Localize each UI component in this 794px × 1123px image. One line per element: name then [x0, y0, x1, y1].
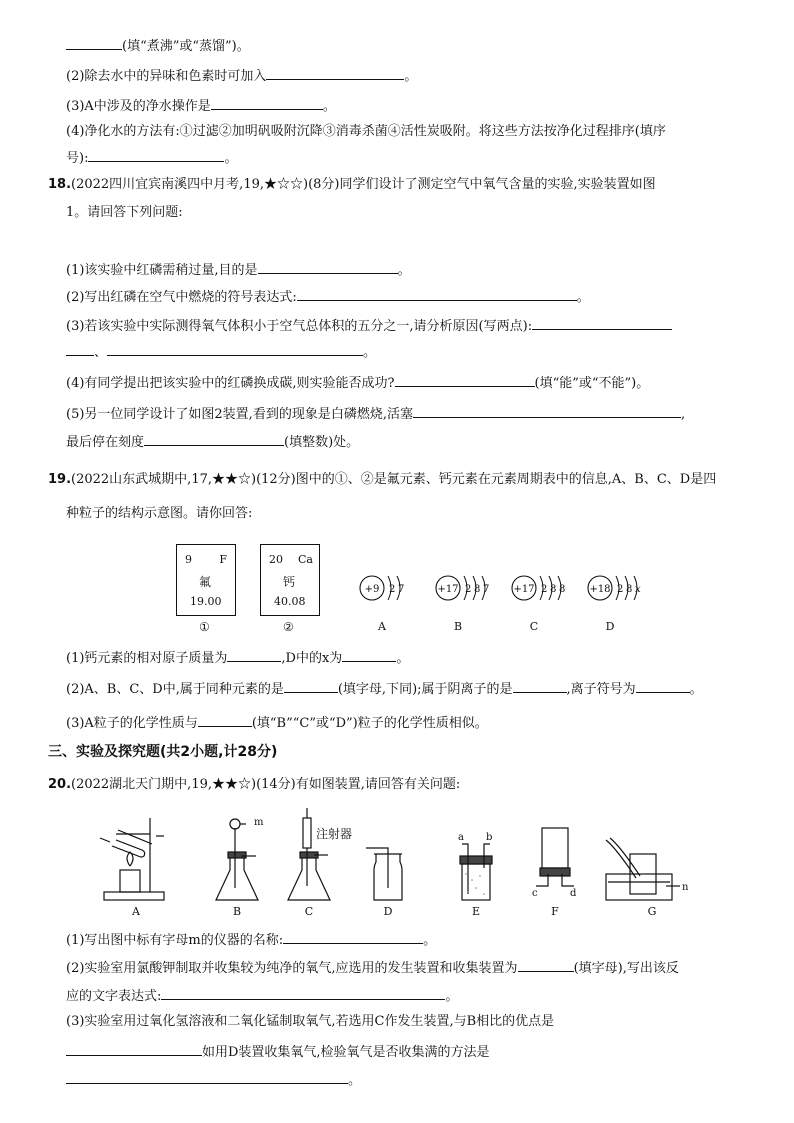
answer-blank[interactable] — [413, 404, 681, 418]
answer-blank[interactable] — [227, 648, 281, 662]
apparatus-e-bottle-ab — [460, 844, 492, 900]
answer-blank[interactable] — [258, 260, 398, 274]
atom-diagram-b — [436, 576, 489, 633]
q18-sub1: (1)该实验中红磷需稍过量,目的是 。 — [66, 260, 411, 279]
label-c: c — [532, 888, 538, 899]
apparatus-c-flask-syringe — [288, 808, 330, 900]
q18-sub3-cont: 、 。 — [66, 342, 376, 361]
answer-blank[interactable] — [88, 148, 224, 162]
electron-count: 7 — [398, 584, 405, 595]
answer-blank[interactable] — [342, 648, 396, 662]
answer-blank[interactable] — [636, 679, 690, 693]
atom-diagram-a — [360, 576, 404, 633]
answer-blank[interactable] — [283, 930, 423, 944]
question-number: 19. — [48, 472, 72, 487]
apparatus-b-flask-funnel — [216, 819, 258, 900]
q20-sub3: (3)实验室用过氧化氢溶液和二氧化锰制取氧气,若选用C作发生装置,与B相比的优点是 — [66, 1014, 555, 1029]
answer-blank[interactable] — [266, 66, 404, 80]
q20-sub1: (1)写出图中标有字母m的仪器的名称: 。 — [66, 930, 436, 949]
q19-intro: 19.(2022山东武城期中,17,★★☆)(12分)图中的①、②是氟元素、钙元素在元素周期表中的信息,A、B、C、D是四 — [48, 472, 717, 487]
atom-diagram-d — [588, 576, 641, 633]
label-m: m — [254, 817, 264, 828]
q20-sub2-cont: 应的文字表达式: 。 — [66, 986, 458, 1005]
answer-blank[interactable] — [395, 373, 535, 387]
electron-count: x — [635, 584, 641, 595]
answer-blank[interactable] — [211, 96, 323, 110]
q19-sub2: (2)A、B、C、D中,属于同种元素的是 (填字母,下同);属于阴离子的是 ,离子符号为 。 — [66, 679, 703, 698]
q18-sub2: (2)写出红磷在空气中燃烧的符号表达式: 。 — [66, 287, 590, 306]
apparatus-label: G — [647, 905, 657, 918]
answer-blank[interactable] — [66, 342, 94, 356]
apparatus-label: B — [232, 905, 242, 918]
nucleus-charge: +18 — [589, 584, 611, 595]
apparatus-d-bottle — [366, 848, 402, 900]
atom-label: B — [453, 620, 463, 633]
q18-sub5-cont: 最后停在刻度 (填整数)处。 — [66, 432, 359, 451]
q20-sub2: (2)实验室用氯酸钾制取并收集较为纯净的氧气,应选用的发生装置和收集装置为 (填字母),写出该反 — [66, 958, 679, 977]
question-number: 18. — [48, 177, 72, 192]
figure-label: ② — [283, 620, 294, 634]
q20-sub3-cont2: 。 — [66, 1070, 361, 1089]
atom-structure-diagrams — [350, 566, 640, 638]
apparatus-label: E — [471, 905, 481, 918]
answer-blank[interactable] — [513, 679, 567, 693]
label-d: d — [570, 888, 577, 899]
answer-blank[interactable] — [532, 316, 672, 330]
q18-intro: 18.(2022四川宜宾南溪四中月考,19,★☆☆)(8分)同学们设计了测定空气中氧气含量的实验,实验装置如图 — [48, 177, 656, 192]
q17-line3: (3)A中涉及的净水操作是 。 — [66, 96, 336, 115]
answer-blank[interactable] — [198, 713, 252, 727]
electron-count: 2 — [541, 584, 548, 595]
q17-line4: (4)净化水的方法有:①过滤②加明矾吸附沉降③消毒杀菌④活性炭吸附。将这些方法按净化过程排序(填序 — [66, 124, 666, 139]
electron-count: 8 — [550, 584, 557, 595]
answer-blank[interactable] — [284, 679, 338, 693]
apparatus-label: A — [132, 905, 140, 918]
q19-sub3: (3)A粒子的化学性质与 (填“B”“C”或“D”)粒子的化学性质相似。 — [66, 713, 488, 732]
nucleus-charge: +17 — [437, 584, 459, 595]
section-heading: 三、实验及探究题(共2小题,计28分) — [48, 744, 278, 760]
q19-intro2: 种粒子的结构示意图。请你回答: — [66, 506, 253, 521]
label-a: a — [458, 832, 464, 843]
atom-label: A — [378, 620, 386, 633]
apparatus-label: D — [383, 905, 393, 918]
q17-line2: (2)除去水中的异味和色素时可加入 。 — [66, 66, 417, 85]
answer-blank[interactable] — [66, 36, 122, 50]
apparatus-f-inverted-bottle — [536, 828, 574, 886]
lab-apparatus-figure — [96, 808, 696, 920]
nucleus-charge: +17 — [513, 584, 535, 595]
electron-count: 2 — [465, 584, 472, 595]
electron-count: 8 — [626, 584, 633, 595]
electron-count: 8 — [474, 584, 481, 595]
q18-sub4: (4)有同学提出把该实验中的红磷换成碳,则实验能否成功? (填“能”或“不能”)。 — [66, 373, 649, 392]
q20-sub3-cont: 如用D装置收集氧气,检验氧气是否收集满的方法是 — [66, 1042, 490, 1061]
q17-line1: (填“煮沸”或“蒸馏”)。 — [66, 36, 250, 55]
label-b: b — [486, 832, 493, 843]
q19-sub1: (1)钙元素的相对原子质量为 ,D中的x为 。 — [66, 648, 409, 667]
q20-intro: 20.(2022湖北天门期中,19,★★☆)(14分)有如图装置,请回答有关问题: — [48, 777, 461, 792]
q17-line5: 号): 。 — [66, 148, 237, 167]
label-syringe: 注射器 — [316, 827, 353, 841]
q18-intro2: 1。请回答下列问题: — [66, 205, 183, 220]
electron-count: 7 — [483, 584, 490, 595]
question-number: 20. — [48, 777, 72, 792]
answer-blank[interactable] — [107, 342, 363, 356]
nucleus-charge: +9 — [364, 584, 380, 595]
atom-label: D — [605, 620, 615, 633]
q18-sub5: (5)另一位同学设计了如图2装置,看到的现象是白磷燃烧,活塞 , — [66, 404, 685, 423]
label-n: n — [682, 882, 689, 893]
figure-label: ① — [199, 620, 210, 634]
apparatus-g-trough — [606, 838, 680, 900]
element-card-calcium: 20 Ca 钙 40.08 — [260, 544, 320, 616]
apparatus-label: C — [304, 905, 314, 918]
answer-blank[interactable] — [66, 1042, 202, 1056]
answer-blank[interactable] — [144, 432, 284, 446]
answer-blank[interactable] — [66, 1070, 348, 1084]
apparatus-a-heating — [100, 818, 164, 900]
electron-count: 8 — [559, 584, 566, 595]
answer-blank[interactable] — [297, 287, 577, 301]
answer-blank[interactable] — [161, 986, 445, 1000]
q18-sub3: (3)若该实验中实际测得氧气体积小于空气总体积的五分之一,请分析原因(写两点): — [66, 316, 672, 335]
atom-label: C — [529, 620, 539, 633]
electron-count: 2 — [389, 584, 396, 595]
apparatus-label: F — [551, 905, 559, 918]
answer-blank[interactable] — [518, 958, 574, 972]
electron-count: 2 — [617, 584, 624, 595]
atom-diagram-c — [512, 576, 565, 633]
element-card-fluorine: 9 F 氟 19.00 — [176, 544, 236, 616]
